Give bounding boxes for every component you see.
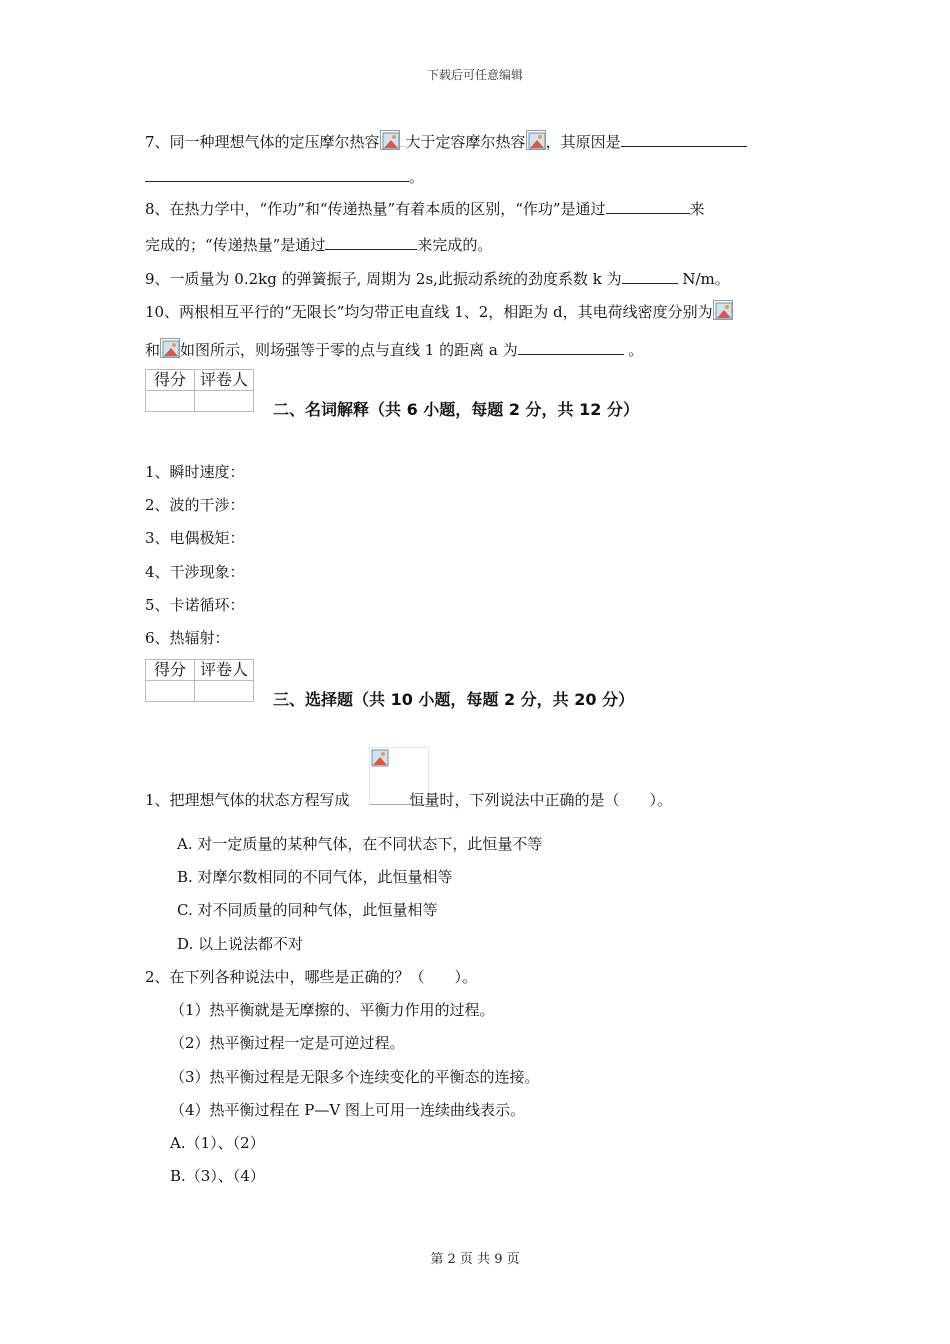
mc-q1-text-a: 1、把理想气体的状态方程写成 bbox=[145, 791, 350, 809]
statement-item: （1）热平衡就是无摩擦的、平衡力作用的过程。 bbox=[170, 1001, 495, 1019]
question-7 bbox=[145, 130, 747, 152]
term-item: 6、热辐射： bbox=[145, 629, 230, 647]
reviewer-label: 评卷人 bbox=[195, 660, 254, 681]
mc-option[interactable]: B. 对摩尔数相同的不同气体，此恒量相等 bbox=[177, 868, 453, 886]
q10-text-c: 如图所示，则场强等于零的点与直线 1 的距离 a 为 bbox=[180, 341, 518, 359]
broken-image-icon bbox=[380, 130, 400, 150]
reviewer-cell[interactable] bbox=[195, 391, 254, 412]
mc-question-1 bbox=[145, 790, 672, 810]
q10-text-a: 10、两根相互平行的“无限长”均匀带正电直线 1、2，相距为 d，其电荷线密度分别为 bbox=[145, 303, 713, 321]
statement-item: （3）热平衡过程是无限多个连续变化的平衡态的连接。 bbox=[170, 1068, 540, 1086]
q10-answer-blank[interactable] bbox=[518, 339, 624, 355]
section-2-title: 二、名词解释（共 6 小题，每题 2 分，共 12 分） bbox=[273, 400, 639, 419]
score-cell[interactable] bbox=[146, 681, 195, 702]
broken-image-icon bbox=[370, 748, 390, 768]
q7-text-a: 7、同一种理想气体的定压摩尔热容 bbox=[145, 133, 380, 151]
q8-text-d: 来完成的。 bbox=[417, 236, 493, 254]
question-9 bbox=[145, 268, 730, 289]
term-item: 1、瞬时速度： bbox=[145, 463, 245, 481]
reviewer-cell[interactable] bbox=[195, 681, 254, 702]
mc-q1-text-b: 恒量时，下列说法中正确的是（ ）。 bbox=[409, 791, 673, 809]
mc-option[interactable]: C. 对不同质量的同种气体，此恒量相等 bbox=[177, 901, 438, 919]
q7-text-c: ，其原因是 bbox=[545, 133, 621, 151]
score-cell[interactable] bbox=[146, 391, 195, 412]
question-7-line2 bbox=[145, 166, 424, 187]
q7-answer-blank-1[interactable] bbox=[621, 131, 747, 147]
broken-image-icon bbox=[160, 338, 180, 358]
page-header: 下载后可任意编辑 bbox=[426, 68, 523, 82]
q8-text-a: 8、在热力学中，“作功”和“传递热量”有着本质的区别，“作功”是通过 bbox=[145, 200, 606, 218]
term-item: 2、波的干涉： bbox=[145, 496, 245, 514]
statement-item: （4）热平衡过程在 P—V 图上可用一连续曲线表示。 bbox=[170, 1101, 526, 1119]
score-box bbox=[145, 369, 254, 412]
statement-item: （2）热平衡过程一定是可逆过程。 bbox=[170, 1034, 405, 1052]
q10-text-d: 。 bbox=[623, 341, 644, 359]
broken-image-icon bbox=[713, 300, 733, 320]
q7-end: 。 bbox=[409, 168, 425, 186]
term-item: 5、卡诺循环： bbox=[145, 596, 245, 614]
q9-text-b: N/m。 bbox=[677, 270, 730, 288]
score-label: 得分 bbox=[146, 370, 195, 391]
q9-text-a: 9、一质量为 0.2kg 的弹簧振子, 周期为 2s,此振动系统的劲度系数 k 为 bbox=[145, 270, 622, 288]
mc-option[interactable]: A.（1）、（2） bbox=[170, 1134, 265, 1152]
q8-answer-blank-1[interactable] bbox=[606, 198, 690, 214]
section-3-title: 三、选择题（共 10 小题，每题 2 分，共 20 分） bbox=[273, 690, 635, 709]
question-8-line2 bbox=[145, 234, 492, 255]
broken-image-icon bbox=[526, 130, 546, 150]
q8-text-b: 来 bbox=[689, 200, 705, 218]
score-label: 得分 bbox=[146, 660, 195, 681]
question-10-line2 bbox=[145, 338, 643, 360]
reviewer-label: 评卷人 bbox=[195, 370, 254, 391]
q9-answer-blank[interactable] bbox=[622, 268, 678, 284]
mc-option[interactable]: A. 对一定质量的某种气体，在不同状态下，此恒量不等 bbox=[177, 835, 543, 853]
page-footer: 第 2 页 共 9 页 bbox=[430, 1252, 520, 1267]
term-item: 4、干涉现象： bbox=[145, 563, 245, 581]
q10-text-b: 和 bbox=[145, 341, 161, 359]
score-box bbox=[145, 659, 254, 702]
term-item: 3、电偶极矩： bbox=[145, 529, 245, 547]
q8-text-c: 完成的；“传递热量”是通过 bbox=[145, 236, 326, 254]
q7-text-b: 大于定容摩尔热容 bbox=[405, 133, 526, 151]
mc-question-2: 2、在下列各种说法中，哪些是正确的？（ ）。 bbox=[145, 968, 478, 986]
q7-answer-blank-2[interactable] bbox=[145, 166, 409, 182]
mc-option[interactable]: D. 以上说法都不对 bbox=[177, 935, 304, 953]
q8-answer-blank-2[interactable] bbox=[325, 234, 417, 250]
question-8 bbox=[145, 198, 705, 219]
question-10 bbox=[145, 300, 733, 322]
mc-option[interactable]: B.（3）、（4） bbox=[170, 1167, 265, 1185]
